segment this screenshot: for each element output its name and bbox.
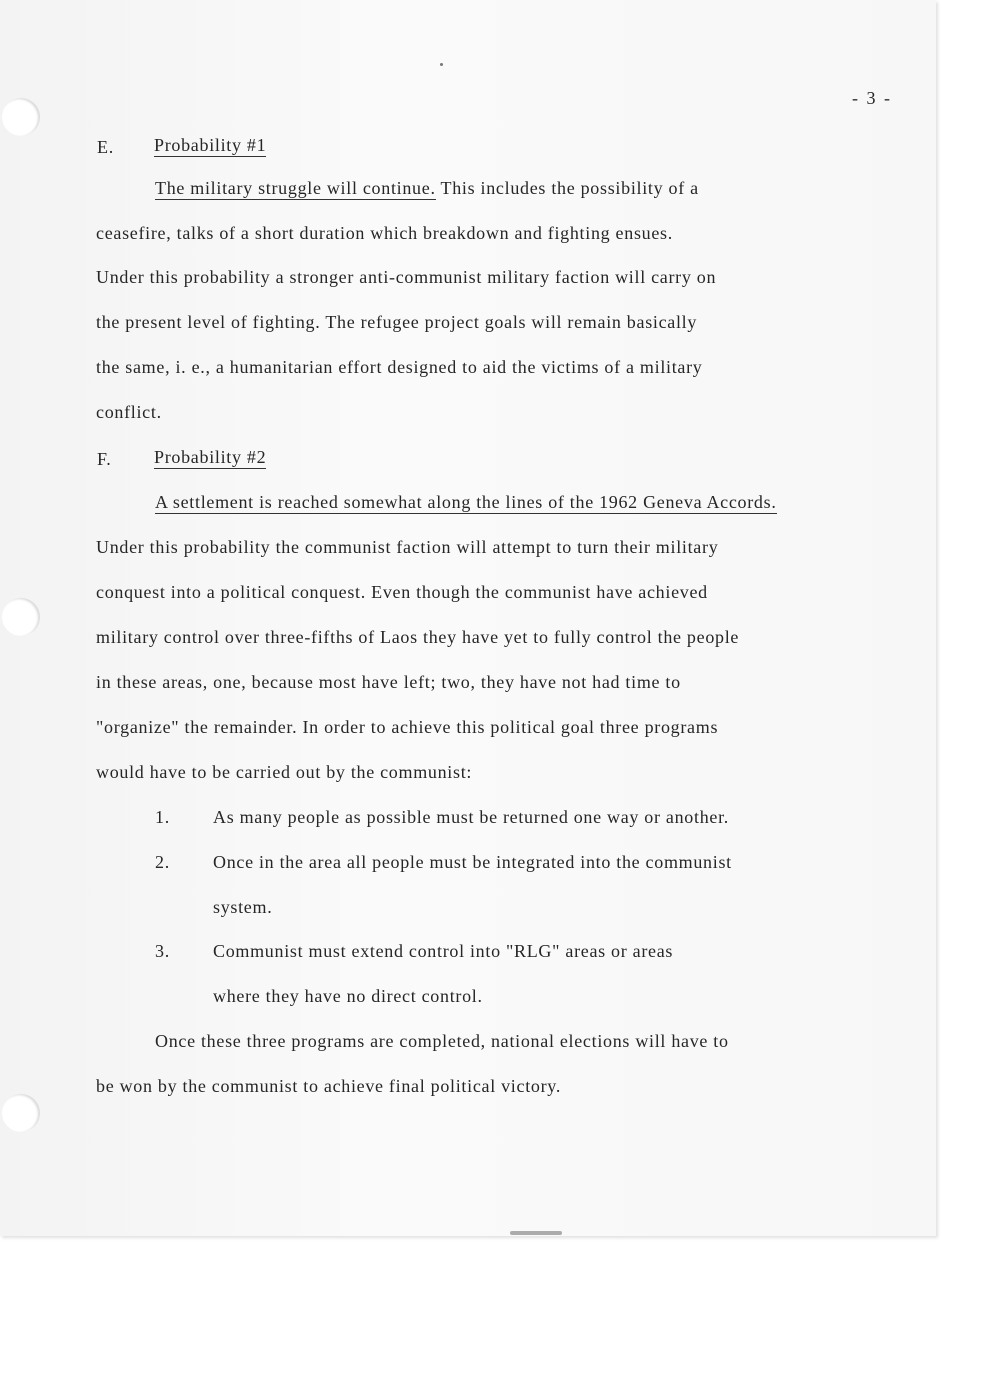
section-e-lead-line [155,177,699,199]
list-item-text: Communist must extend control into "RLG" areas or areas [213,941,674,961]
paragraph-line: the same, i. e., a humanitarian effort designed to aid the victims of a military [96,357,703,377]
list-item-number: 3. [155,941,170,961]
list-item-text: As many people as possible must be returned one way or another. [213,807,729,827]
section-f-lead: A settlement is reached somewhat along the lines of the 1962 Geneva Accords. [155,492,777,512]
paragraph-line: military control over three-fifths of Laos they have yet to fully control the people [96,627,740,647]
paragraph-line: would have to be carried out by the communist: [96,762,473,782]
punch-hole [2,1094,40,1132]
paragraph-line: be won by the communist to achieve final political victory. [96,1076,562,1096]
paragraph-line: "organize" the remainder. In order to achieve this political goal three programs [96,717,719,737]
paragraph-line: in these areas, one, because most have left; two, they have not had time to [96,672,681,692]
paragraph-line: the present level of fighting. The refugee project goals will remain basically [96,312,698,332]
paragraph-line: Under this probability a stronger anti-communist military faction will carry on [96,267,717,287]
speck [440,63,443,66]
section-e-letter: E. [97,137,114,157]
section-f-heading [154,446,266,468]
paragraph-line: ceasefire, talks of a short duration which breakdown and fighting ensues. [96,223,673,243]
paragraph-line: Under this probability the communist faction will attempt to turn their military [96,537,719,557]
punch-hole [2,98,40,136]
section-f-letter: F. [97,449,112,469]
section-e-lead: The military struggle will continue. [155,178,436,198]
punch-hole [2,598,40,636]
section-f-heading-text: Probability #2 [154,447,267,467]
section-e-heading [154,134,266,156]
list-item-text: Once in the area all people must be integrated into the communist [213,852,732,872]
paragraph-line: conquest into a political conquest. Even though the communist have achieved [96,582,708,602]
list-item-text: system. [213,897,273,917]
list-item-number: 2. [155,852,170,872]
section-e-heading-text: Probability #1 [154,135,267,155]
paragraph-line: conflict. [96,402,162,422]
scuff-mark [510,1231,562,1235]
paragraph-line: This includes the possibility of a [440,178,699,198]
paragraph-line: Once these three programs are completed, national elections will have to [155,1031,729,1051]
section-f-lead-line [155,491,777,513]
list-item-number: 1. [155,807,170,827]
page-number: - 3 - [852,88,892,108]
list-item-text: where they have no direct control. [213,986,483,1006]
